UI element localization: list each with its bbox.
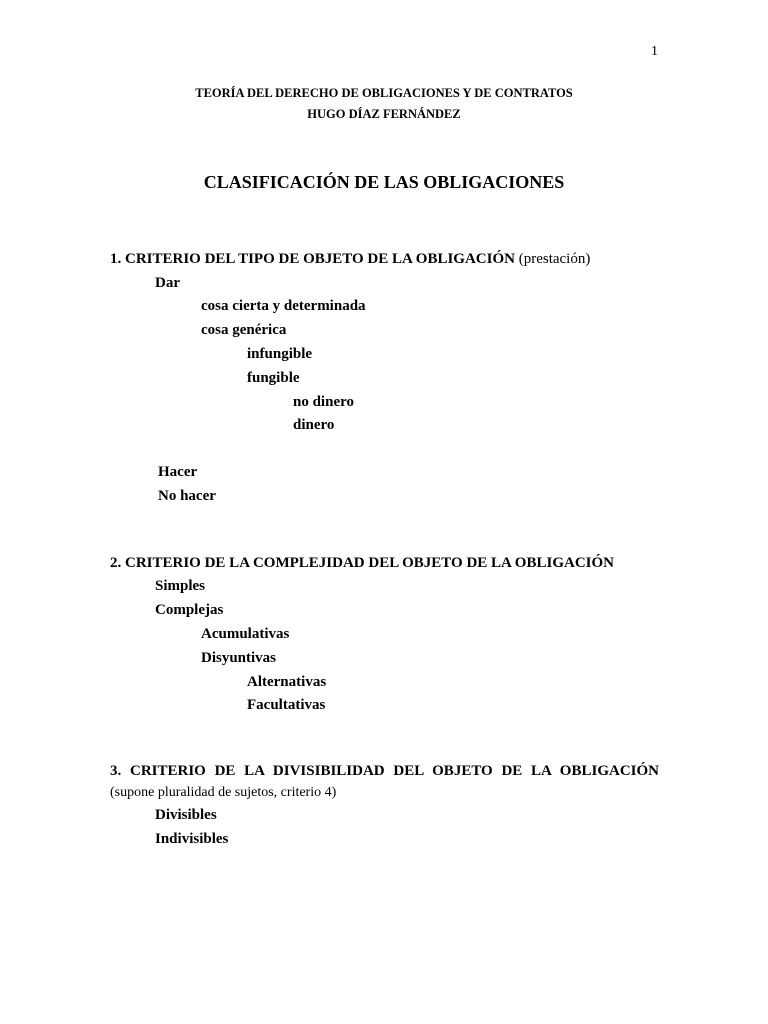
list-item-infungible: infungible (247, 346, 313, 362)
author-name: HUGO DÍAZ FERNÁNDEZ (307, 107, 461, 121)
list-item-no-dinero: no dinero (293, 394, 354, 410)
section-3-heading: 3. CRITERIO DE LA DIVISIBILIDAD DEL OBJETO DE LA OBLIGACIÓN (110, 763, 659, 779)
list-item-divisibles: Divisibles (155, 807, 217, 823)
list-item-dar: Dar (155, 275, 180, 291)
list-item-disyuntivas: Disyuntivas (201, 650, 277, 666)
list-item-no-hacer: No hacer (158, 488, 216, 504)
list-item-simples: Simples (155, 578, 206, 594)
list-item-hacer: Hacer (158, 464, 198, 480)
section-1-heading-note: (prestación) (518, 251, 591, 267)
section-3-heading-note: (supone pluralidad de sujetos, criterio 4) (110, 785, 337, 800)
section-2-heading: 2. CRITERIO DE LA COMPLEJIDAD DEL OBJETO DE LA OBLIGACIÓN (110, 555, 614, 571)
document-title: CLASIFICACIÓN DE LAS OBLIGACIONES (203, 172, 565, 192)
list-item-cosa-generica: cosa genérica (201, 322, 287, 338)
list-item-alternativas: Alternativas (247, 674, 327, 690)
list-item-fungible: fungible (247, 370, 300, 386)
section-1-heading-line (110, 251, 590, 268)
list-item-dinero: dinero (293, 417, 335, 433)
list-item-indivisibles: Indivisibles (155, 831, 229, 847)
page-number: 1 (651, 44, 658, 59)
list-item-cosa-cierta: cosa cierta y determinada (201, 298, 366, 314)
course-title: TEORÍA DEL DERECHO DE OBLIGACIONES Y DE CONTRATOS (195, 86, 573, 100)
section-1-heading: 1. CRITERIO DEL TIPO DE OBJETO DE LA OBLIGACIÓN (110, 251, 515, 267)
list-item-facultativas: Facultativas (247, 697, 326, 713)
list-item-complejas: Complejas (155, 602, 224, 618)
list-item-acumulativas: Acumulativas (201, 626, 290, 642)
